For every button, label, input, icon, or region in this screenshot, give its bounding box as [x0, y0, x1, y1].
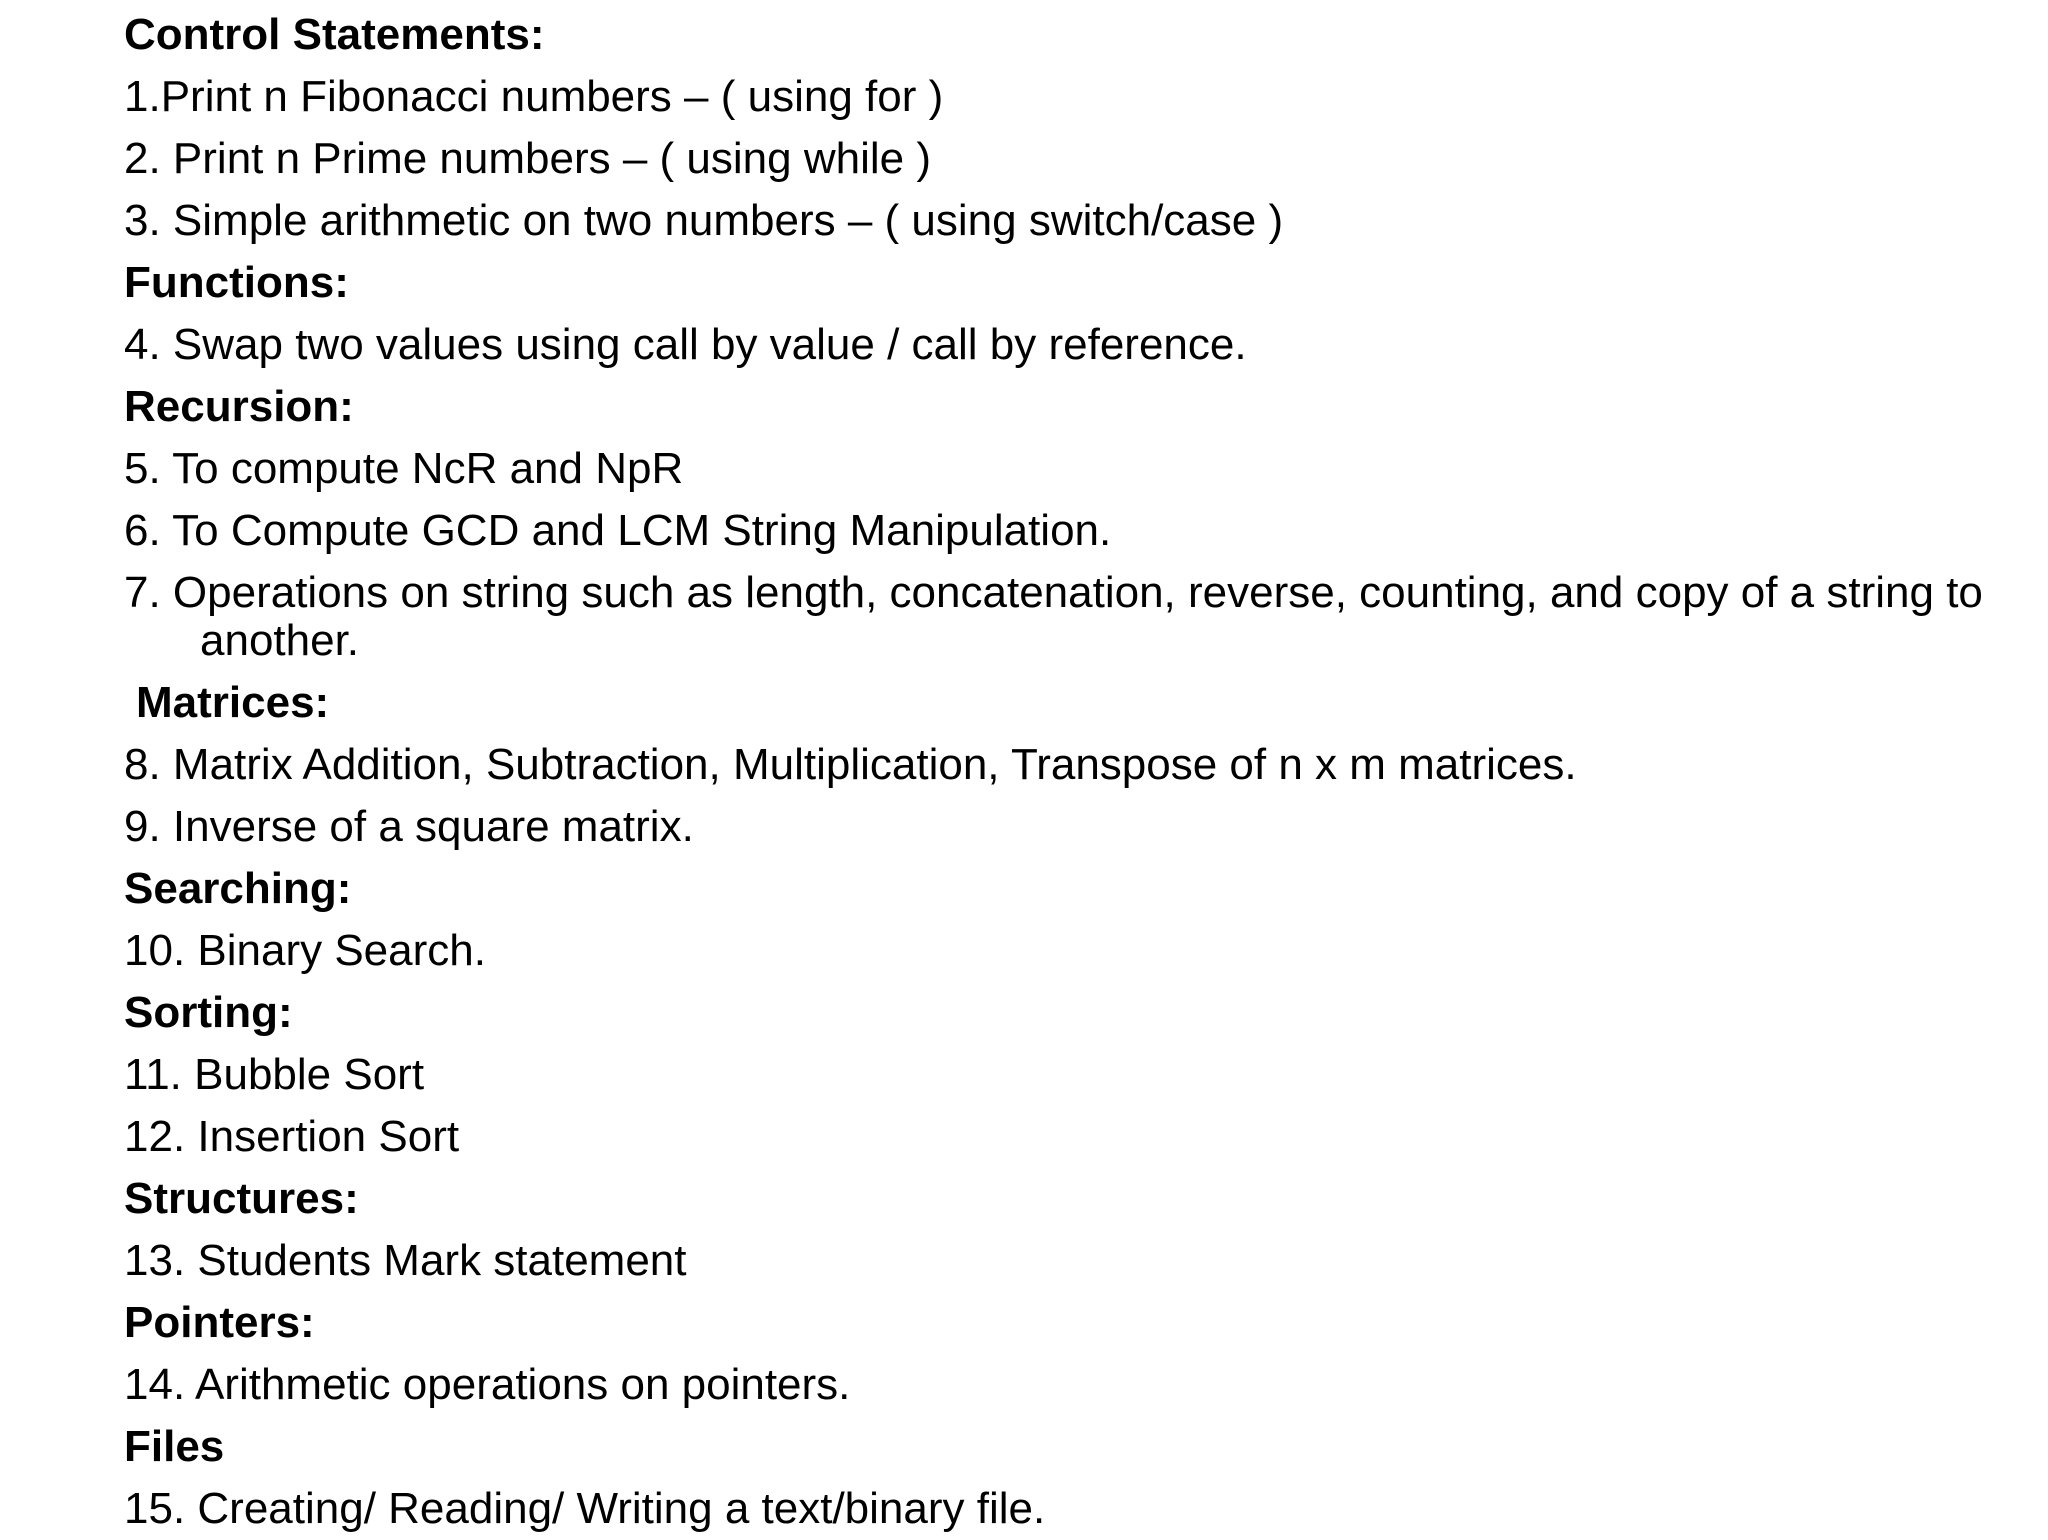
list-item: 12. Insertion Sort [124, 1112, 460, 1161]
list-item: 1.Print n Fibonacci numbers – ( using for ) [124, 72, 944, 121]
list-item: 9. Inverse of a square matrix. [124, 802, 694, 851]
syllabus-list [124, 4, 2004, 1540]
list-item: 3. Simple arithmetic on two numbers – ( using switch/case ) [124, 196, 1284, 245]
list-item: 13. Students Mark statement [124, 1236, 687, 1285]
section-heading-recursion: Recursion: [124, 382, 354, 431]
section-heading-searching: Searching: [124, 864, 352, 913]
section-heading-sorting: Sorting: [124, 988, 293, 1037]
list-item: 5. To compute NcR and NpR [124, 444, 684, 493]
list-item: 10. Binary Search. [124, 926, 486, 975]
section-heading-structures: Structures: [124, 1174, 359, 1223]
section-heading-control-statements: Control Statements: [124, 10, 545, 59]
list-item: 4. Swap two values using call by value / call by reference. [124, 320, 1247, 369]
section-heading-matrices: Matrices: [136, 678, 330, 727]
list-item: 8. Matrix Addition, Subtraction, Multiplication, Transpose of n x m matrices. [124, 740, 1577, 789]
section-heading-files: Files [124, 1422, 225, 1471]
list-item: 14. Arithmetic operations on pointers. [124, 1360, 851, 1409]
list-item: 11. Bubble Sort [124, 1050, 425, 1099]
list-item: 2. Print n Prime numbers – ( using while ) [124, 134, 931, 183]
list-item: 6. To Compute GCD and LCM String Manipulation. [124, 506, 1112, 555]
list-item: 7. Operations on string such as length, concatenation, reverse, counting, and copy of a string to another. [124, 568, 1983, 665]
list-item: 15. Creating/ Reading/ Writing a text/binary file. [124, 1484, 1046, 1533]
section-heading-functions: Functions: [124, 258, 349, 307]
section-heading-pointers: Pointers: [124, 1298, 315, 1347]
